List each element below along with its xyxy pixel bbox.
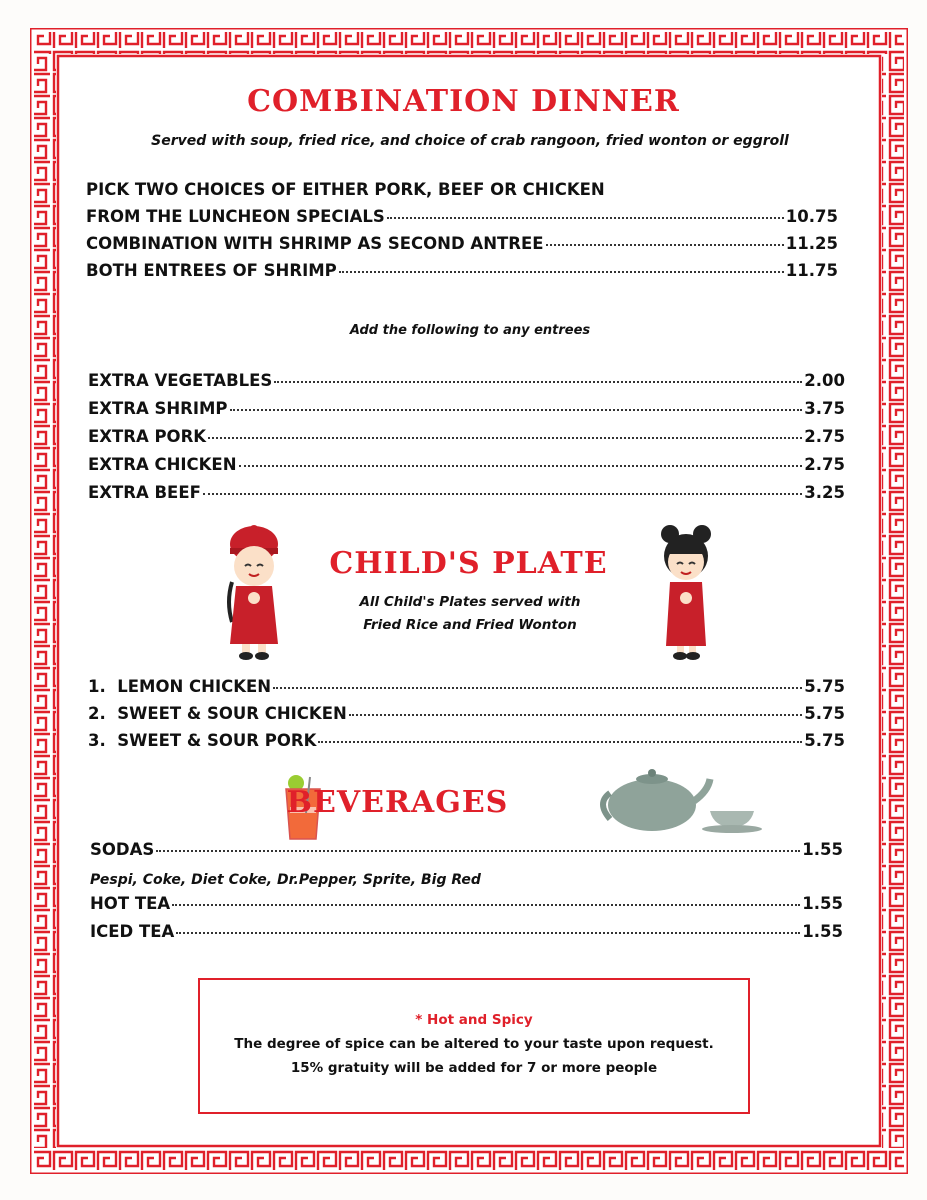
childs-plate-title: CHILD'S PLATE — [329, 546, 608, 581]
notice-box — [198, 978, 750, 1114]
gratuity-note: 15% gratuity will be added for 7 or more people — [290, 1060, 658, 1076]
childs-item — [88, 731, 845, 750]
item-label: FROM THE LUNCHEON SPECIALS — [86, 207, 385, 226]
item-label: COMBINATION WITH SHRIMP AS SECOND ANTREE — [86, 234, 544, 253]
leader-dots — [156, 850, 800, 852]
item-label: 1. LEMON CHICKEN — [88, 677, 272, 696]
item-price: 2.00 — [804, 371, 845, 390]
item-label: 2. SWEET & SOUR CHICKEN — [88, 704, 347, 723]
add-note: Add the following to any entrees — [349, 323, 591, 338]
hot-spicy-label: * Hot and Spicy — [415, 1012, 533, 1028]
item-price: 1.55 — [802, 922, 843, 941]
leader-dots — [230, 409, 803, 411]
leader-dots — [176, 932, 800, 934]
item-label: 3. SWEET & SOUR PORK — [88, 731, 317, 750]
leader-dots — [208, 437, 802, 439]
item-price: 5.75 — [804, 677, 845, 696]
leader-dots — [274, 381, 802, 383]
item-label: ICED TEA — [90, 922, 175, 941]
childs-note-line1: All Child's Plates served with — [359, 594, 581, 610]
item-price: 11.25 — [785, 234, 838, 253]
item-label: HOT TEA — [90, 894, 171, 913]
boy-illustration-icon — [218, 522, 290, 662]
leader-dots — [273, 687, 802, 689]
sodas-note: Pespi, Coke, Diet Coke, Dr.Pepper, Sprite, Big Red — [90, 872, 481, 888]
leader-dots — [239, 465, 803, 467]
childs-item — [88, 677, 845, 696]
leader-dots — [172, 904, 800, 906]
item-price: 3.75 — [804, 399, 845, 418]
item-label: EXTRA BEEF — [88, 483, 201, 502]
combination-subtitle: Served with soup, fried rice, and choice of crab rangoon, fried wonton or eggroll — [151, 133, 789, 149]
menu-item — [86, 234, 838, 253]
extra-item — [88, 455, 845, 474]
item-price: 5.75 — [804, 731, 845, 750]
extra-item — [88, 483, 845, 502]
item-price: 1.55 — [802, 840, 843, 859]
item-label: BOTH ENTREES OF SHRIMP — [86, 261, 337, 280]
item-price: 10.75 — [785, 207, 838, 226]
item-label: EXTRA PORK — [88, 427, 207, 446]
item-price: 2.75 — [804, 455, 845, 474]
beverage-item — [90, 894, 843, 913]
item-price: 3.25 — [804, 483, 845, 502]
item-label: EXTRA VEGETABLES — [88, 371, 273, 390]
item-price: 2.75 — [804, 427, 845, 446]
spice-note: The degree of spice can be altered to your taste upon request. — [234, 1036, 714, 1052]
beverage-item — [90, 922, 843, 941]
girl-illustration-icon — [650, 520, 722, 662]
extra-item — [88, 427, 845, 446]
item-price: 11.75 — [785, 261, 838, 280]
menu-item — [86, 207, 838, 226]
leader-dots — [349, 714, 802, 716]
leader-dots — [546, 244, 784, 246]
extra-item — [88, 371, 845, 390]
extra-item — [88, 399, 845, 418]
item-label: SODAS — [90, 840, 155, 859]
leader-dots — [387, 217, 784, 219]
leader-dots — [339, 271, 784, 273]
item-price: 5.75 — [804, 704, 845, 723]
leader-dots — [203, 493, 802, 495]
combination-intro: PICK TWO CHOICES OF EITHER PORK, BEEF OR CHICKEN — [86, 180, 605, 199]
leader-dots — [318, 741, 802, 743]
menu-item — [86, 261, 838, 280]
combination-title: COMBINATION DINNER — [247, 84, 680, 119]
beverages-title: BEVERAGES — [286, 785, 509, 820]
item-price: 1.55 — [802, 894, 843, 913]
childs-item — [88, 704, 845, 723]
teapot-icon — [594, 767, 770, 835]
item-label: EXTRA SHRIMP — [88, 399, 228, 418]
childs-note-line2: Fried Rice and Fried Wonton — [363, 617, 577, 633]
item-label: EXTRA CHICKEN — [88, 455, 237, 474]
beverage-item — [90, 840, 843, 859]
